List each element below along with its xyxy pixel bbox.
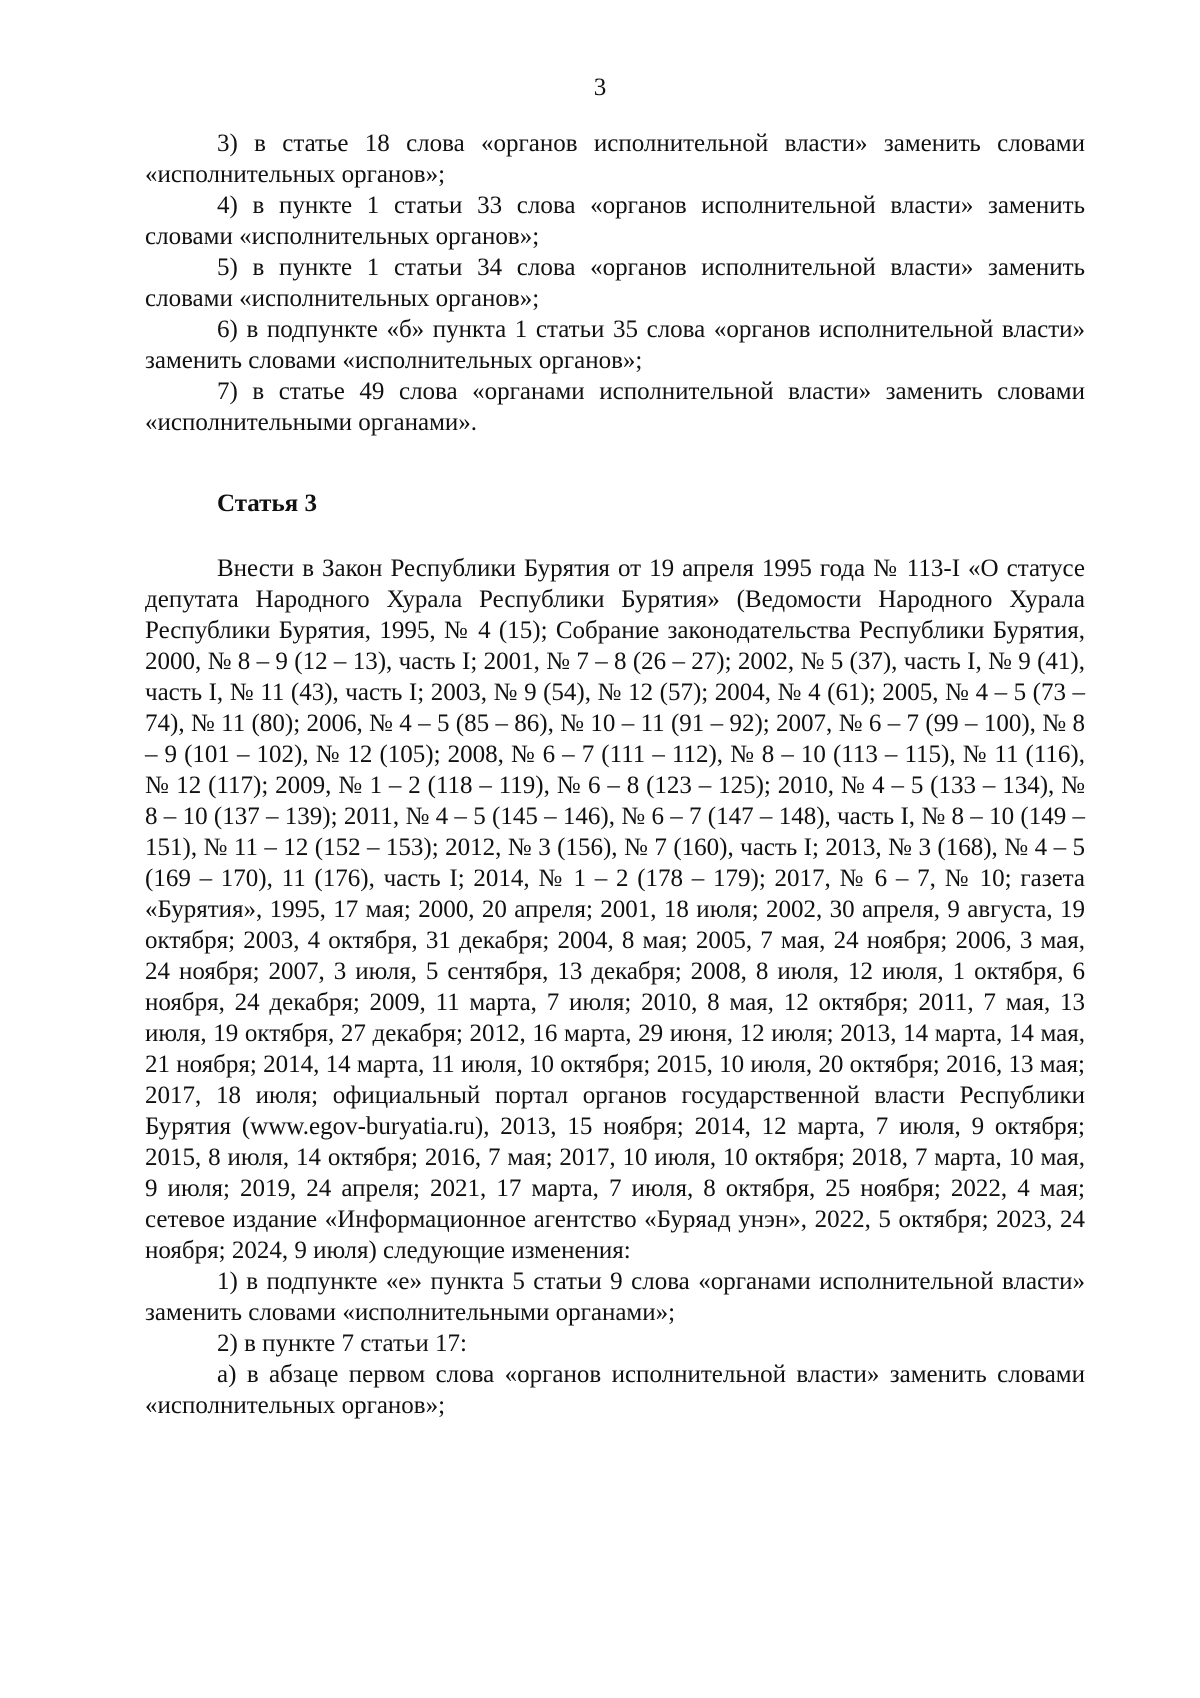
- amendment-item: 4) в пункте 1 статьи 33 слова «органов исполнительной власти» заменить словами «исполнительных органов»;: [145, 192, 1085, 250]
- amendment-item: 2) в пункте 7 статьи 17:: [217, 1330, 467, 1357]
- amendment-list-previous-article: [145, 128, 1085, 438]
- amendment-item: а) в абзаце первом слова «органов исполнительной власти» заменить словами «исполнительных органов»;: [145, 1361, 1085, 1419]
- amendment-item: 1) в подпункте «е» пункта 5 статьи 9 слова «органами исполнительной власти» заменить словами «исполнительными органами»;: [145, 1268, 1085, 1326]
- page-number: 3: [593, 74, 607, 101]
- amendment-item: 7) в статье 49 слова «органами исполнительной власти» заменить словами «исполнительными органами».: [145, 378, 1085, 436]
- amendment-item: 3) в статье 18 слова «органов исполнительной власти» заменить словами «исполнительных органов»;: [145, 130, 1085, 188]
- article-heading: Статья 3: [217, 490, 317, 517]
- article-3-body: [145, 553, 1085, 1421]
- amendment-item: 6) в подпункте «б» пункта 1 статьи 35 слова «органов исполнительной власти» заменить словами «исполнительных органов»;: [145, 316, 1085, 374]
- amendment-item: 5) в пункте 1 статьи 34 слова «органов исполнительной власти» заменить словами «исполнительных органов»;: [145, 254, 1085, 312]
- article-intro-paragraph: Внести в Закон Республики Бурятия от 19 апреля 1995 года № 113-I «О статусе депутата Народного Хурала Республики Бурятия» (Ведомости Народного Хурала Республики Бурятия, 1995, № 4 (15); Собрание законодательства Республики Бурятия, 2000, № 8 – 9 (12 – 13), часть I; 2001, № 7 – 8 (26 – 27); 2002, № 5 (37), часть I, № 9 (41), часть I, № 11 (43), часть I; 2003, № 9 (54), № 12 (57); 2004, № 4 (61); 2005, № 4 – 5 (73 – 74), № 11 (80); 2006, № 4 – 5 (85 – 86), № 10 – 11 (91 – 92); 2007, № 6 – 7 (99 – 100), № 8 – 9 (101 – 102), № 12 (105); 2008, № 6 – 7 (111 – 112), № 8 – 10 (113 – 115), № 11 (116), № 12 (117); 2009, № 1 – 2 (118 – 119), № 6 – 8 (123 – 125); 2010, № 4 – 5 (133 – 134), № 8 – 10 (137 – 139); 2011, № 4 – 5 (145 – 146), № 6 – 7 (147 – 148), часть I, № 8 – 10 (149 – 151), № 11 – 12 (152 – 153); 2012, № 3 (156), № 7 (160), часть I; 2013, № 3 (168), № 4 – 5 (169 – 170), 11 (176), часть I; 2014, № 1 – 2 (178 – 179); 2017, № 6 – 7, № 10; газета «Бурятия», 1995, 17 мая; 2000, 20 апреля; 2001, 18 июля; 2002, 30 апреля, 9 августа, 19 октября; 2003, 4 октября, 31 декабря; 2004, 8 мая; 2005, 7 мая, 24 ноября; 2006, 3 мая, 24 ноября; 2007, 3 июля, 5 сентября, 13 декабря; 2008, 8 июля, 12 июля, 1 октября, 6 ноября, 24 декабря; 2009, 11 марта, 7 июля; 2010, 8 мая, 12 октября; 2011, 7 мая, 13 июля, 19 октября, 27 декабря; 2012, 16 марта, 29 июня, 12 июля; 2013, 14 марта, 14 мая, 21 ноября; 2014, 14 марта, 11 июля, 10 октября; 2015, 10 июля, 20 октября; 2016, 13 мая; 2017, 18 июля; официальный портал органов государственной власти Республики Бурятия (www.egov-buryatia.ru), 2013, 15 ноября; 2014, 12 марта, 7 июля, 9 октября; 2015, 8 июля, 14 октября; 2016, 7 мая; 2017, 10 июля, 10 октября; 2018, 7 марта, 10 мая, 9 июля; 2019, 24 апреля; 2021, 17 марта, 7 июля, 8 октября, 25 ноября; 2022, 4 мая; сетевое издание «Информационное агентство «Буряад унэн», 2022, 5 октября; 2023, 24 ноября; 2024, 9 июля) следующие изменения:: [145, 555, 1085, 1264]
